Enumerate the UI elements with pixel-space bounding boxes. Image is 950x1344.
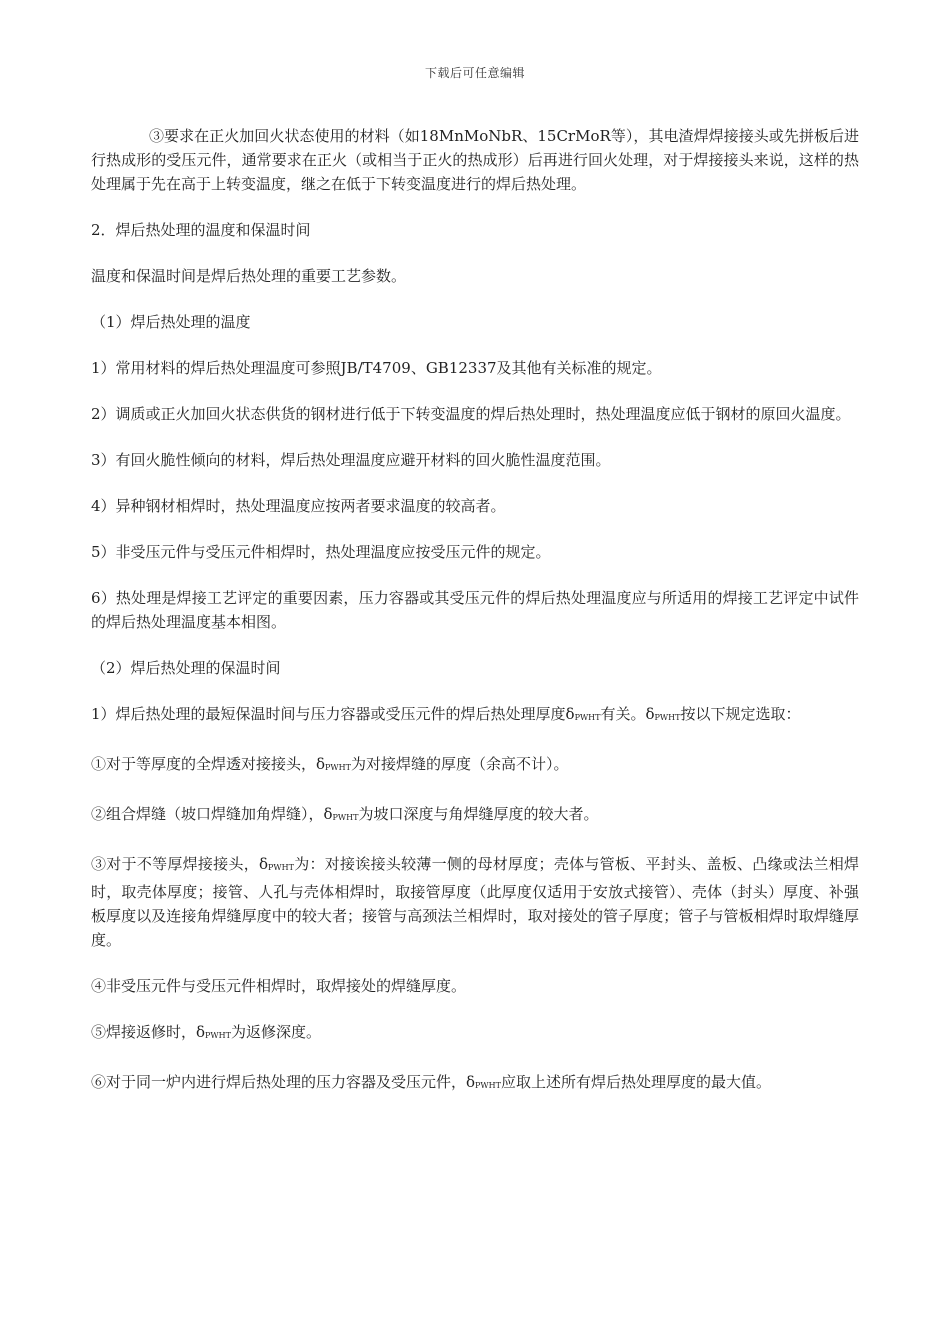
rule-item-2 [91, 802, 859, 830]
subscript-pwht: PWHT [332, 813, 359, 822]
text-segment: 按以下规定选取： [680, 705, 801, 723]
text-segment: ③对于不等厚焊接接头，δ [91, 855, 269, 873]
subscript-pwht: PWHT [654, 713, 681, 722]
text-segment: 为返修深度。 [230, 1023, 321, 1041]
list-item-temp-3: 3）有回火脆性倾向的材料，焊后热处理温度应避开材料的回火脆性温度范围。 [91, 451, 611, 469]
list-item-temp-6: 6）热处理是焊接工艺评定的重要因素，压力容器或其受压元件的焊后热处理温度应与所适用的焊接工艺评定中试件的焊后热处理温度基本相图。 [91, 589, 859, 631]
list-item-time-1 [91, 702, 859, 730]
text-segment: ②组合焊缝（坡口焊缝加角焊缝），δ [91, 805, 333, 823]
rule-item-4: ④非受压元件与受压元件相焊时，取焊接处的焊缝厚度。 [91, 977, 467, 995]
subscript-pwht: PWHT [574, 713, 601, 722]
document-body [91, 124, 859, 1120]
paragraph-intro: 温度和保温时间是焊后热处理的重要工艺参数。 [91, 267, 407, 285]
subscript-pwht: PWHT [268, 863, 294, 872]
rule-item-1 [91, 752, 859, 780]
text-segment: 有关。δ [600, 705, 655, 723]
section-heading-temperature-time: 2．焊后热处理的温度和保温时间 [91, 221, 311, 239]
list-item-temp-1: 1）常用材料的焊后热处理温度可参照JB/T4709、GB12337及其他有关标准的规定。 [91, 359, 662, 377]
subscript-pwht: PWHT [205, 1031, 231, 1040]
text-segment: 为坡口深度与角焊缝厚度的较大者。 [358, 805, 599, 823]
text-segment: ①对于等厚度的全焊透对接接头，δ [91, 755, 326, 773]
subsection-heading-temperature: （1）焊后热处理的温度 [91, 313, 251, 331]
subscript-pwht: PWHT [325, 763, 351, 772]
text-segment: 应取上述所有焊后热处理厚度的最大值。 [500, 1073, 771, 1091]
rule-item-5 [91, 1020, 859, 1048]
text-segment: 为：对接诶接头较薄一侧的母材厚度；壳体与管板、平封头、盖板、凸缘或法兰相焊时，取壳体厚度；接管、人孔与壳体相焊时，取接管厚度（此厚度仅适用于安放式接管）、壳体（封头）厚度、补强板厚度以及连接角焊缝厚度中的较大者；接管与高颈法兰相焊时，取对接处的管子厚度；管子与管板相焊时取焊缝厚度。 [91, 855, 859, 949]
paragraph-normalize-temper: ③要求在正火加回火状态使用的材料（如18MnMoNbR、15CrMoR等），其电渣焊焊接接头或先拼板后进行热成形的受压元件，通常要求在正火（或相当于正火的热成形）后再进行回火处理，对于焊接接头来说，这样的热处理属于先在高于上转变温度，继之在低于下转变温度进行的焊后热处理。 [91, 127, 859, 193]
page-header: 下载后可任意编辑 [424, 66, 525, 80]
list-item-temp-4: 4）异种钢材相焊时，热处理温度应按两者要求温度的较高者。 [91, 497, 506, 515]
text-segment: ⑥对于同一炉内进行焊后热处理的压力容器及受压元件，δ [91, 1073, 476, 1091]
list-item-temp-5: 5）非受压元件与受压元件相焊时，热处理温度应按受压元件的规定。 [91, 543, 551, 561]
rule-item-6 [91, 1070, 859, 1098]
text-segment: 1）焊后热处理的最短保温时间与压力容器或受压元件的焊后热处理厚度δ [91, 705, 575, 723]
subscript-pwht: PWHT [475, 1081, 501, 1090]
rule-item-3 [91, 852, 859, 952]
subsection-heading-holding-time: （2）焊后热处理的保温时间 [91, 659, 281, 677]
text-segment: ⑤焊接返修时，δ [91, 1023, 206, 1041]
text-segment: 为对接焊缝的厚度（余高不计）。 [350, 755, 569, 773]
list-item-temp-2: 2）调质或正火加回火状态供货的钢材进行低于下转变温度的焊后热处理时，热处理温度应低于钢材的原回火温度。 [91, 405, 851, 423]
